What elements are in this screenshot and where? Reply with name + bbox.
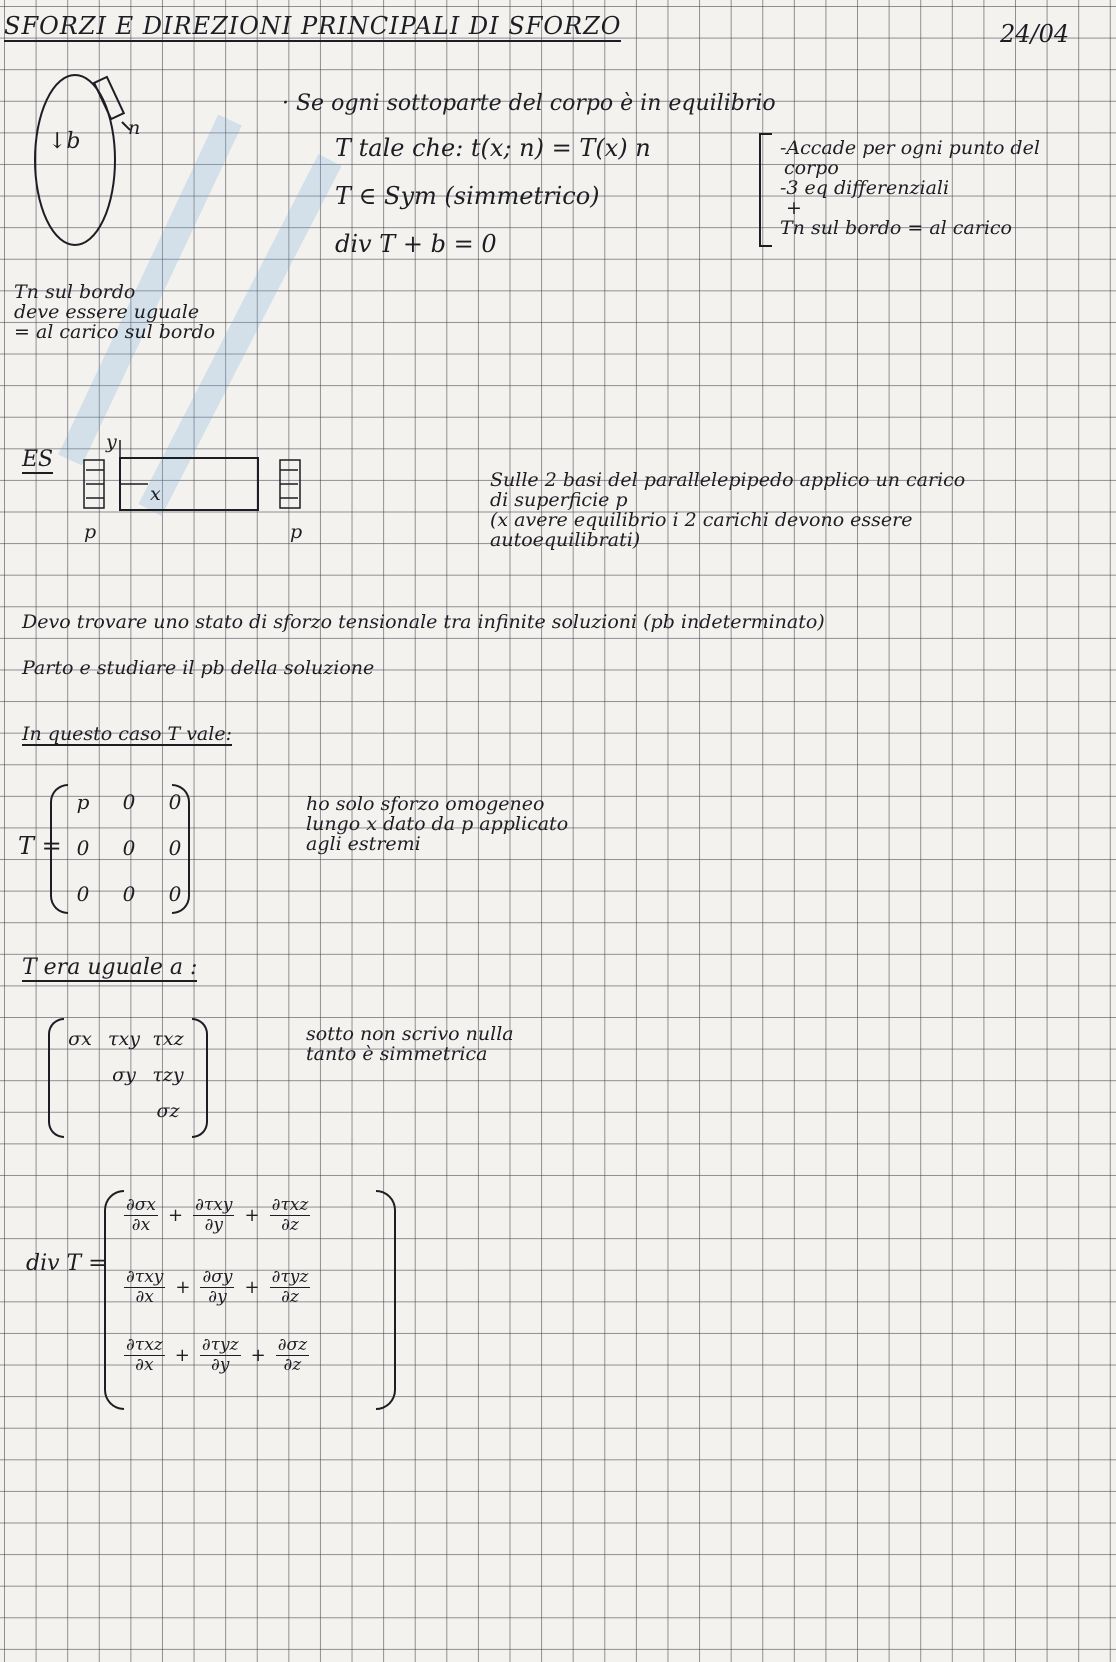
matrix-t-cell: p [76, 790, 90, 814]
divergence-term: $\frac{\text{∂τxy}}{\partial x}$ [126, 1267, 164, 1307]
matrix-t-cell: 0 [168, 882, 182, 906]
matrix-t-cell: 0 [168, 790, 182, 814]
divergence-term: $\frac{\text{∂τxy}}{\partial y}$ [195, 1195, 233, 1235]
equation-traction: T tale che: t(x; n) = T(x) n [335, 134, 651, 162]
tensor-cell: τxy [108, 1028, 140, 1050]
text-line-1: Devo trovare uno stato di sforzo tensionale tra infinite soluzioni (pb indeterminato) [22, 611, 825, 633]
matrix-t-note: ho solo sforzo omogeneo lungo x dato da p applicato agli estremi [306, 793, 569, 855]
divergence-right-paren [376, 1190, 396, 1410]
matrix-t-cell: 0 [76, 882, 90, 906]
body-sketch [30, 70, 150, 250]
parallelepiped-sketch [80, 440, 320, 530]
tensor-cell: σx [68, 1028, 92, 1050]
matrix-t [60, 790, 198, 906]
divergence-label: div T = [26, 1251, 107, 1276]
general-note: sotto non scrivo nulla tanto è simmetrica [306, 1023, 514, 1065]
divergence-term: $\frac{\partial\sigma y}{\partial y}$ [202, 1267, 233, 1307]
divergence-term: $\frac{\text{∂τxz}}{\partial z}$ [271, 1195, 309, 1235]
tensor-cell [102, 1100, 146, 1122]
load-label-right: p [290, 521, 303, 543]
divergence-row-1: $\frac{\partial\sigma x}{\partial x}$ + $\frac{\text{∂τxy}}{\partial y}$ + $\frac{\text{∂τxz}}{\partial z}$ [126, 1195, 309, 1235]
tensor-cell [58, 1100, 102, 1122]
y-axis-label: y [106, 431, 117, 453]
page-title: SFORZI E DIREZIONI PRINCIPALI DI SFORZO [4, 12, 622, 40]
equilibrium-notes: -Accade per ogni punto del corpo -3 eq differenziali + Tn sul bordo = al carico [780, 137, 1040, 239]
divergence-row-3: $\frac{\text{∂τxz}}{\partial x}$ + $\frac{\text{∂τyz}}{\partial y}$ + $\frac{\partial\sigma z}{\partial z}$ [126, 1335, 308, 1375]
boundary-note: Tn sul bordo deve essere uguale = al carico sul bordo [14, 281, 216, 343]
matrix-t-cell: 0 [122, 882, 136, 906]
tensor-cell [58, 1064, 102, 1086]
general-right-paren [192, 1018, 208, 1138]
general-intro: T era uguale a : [22, 955, 198, 980]
tensor-cell: σy [112, 1064, 136, 1086]
matrix-t-cell: 0 [168, 836, 182, 860]
normal-label: n [128, 117, 141, 139]
text-line-2: Parto e studiare il pb della soluzione [22, 657, 375, 679]
matrix-t-cell: 0 [122, 836, 136, 860]
divergence-left-paren [104, 1190, 124, 1410]
divergence-term: $\frac{\text{∂τyz}}{\partial y}$ [201, 1335, 239, 1375]
load-label-left: p [84, 521, 97, 543]
text-line-3: In questo caso T vale: [22, 723, 232, 745]
x-axis-label: x [150, 483, 161, 505]
example-label: ES [22, 447, 54, 472]
equation-divergence: div T + b = 0 [335, 230, 497, 258]
tensor-cell: σz [156, 1100, 180, 1122]
matrix-t-cell: 0 [122, 790, 136, 814]
example-description: Sulle 2 basi del parallelepipedo applico un carico di superficie p (x avere equilibrio i 2 carichi devono essere autoequilibrati) [490, 469, 966, 551]
tensor-cell: τzy [152, 1064, 184, 1086]
page-date: 24/04 [1000, 20, 1070, 48]
equilibrium-intro: · Se ogni sottoparte del corpo è in equilibrio [282, 91, 776, 116]
matrix-t-label: T = [18, 832, 62, 860]
notes-bracket [752, 132, 782, 252]
matrix-t-cell: 0 [76, 836, 90, 860]
divergence-term: $\frac{\text{∂τyz}}{\partial z}$ [271, 1267, 309, 1307]
body-force-label: ↓b [48, 129, 81, 154]
tensor-cell: τxz [152, 1028, 184, 1050]
divergence-term: $\frac{\partial\sigma z}{\partial z}$ [277, 1335, 308, 1375]
equation-symmetry: T ∈ Sym (simmetrico) [335, 182, 600, 210]
divergence-row-2: $\frac{\text{∂τxy}}{\partial x}$ + $\frac{\partial\sigma y}{\partial y}$ + $\frac{\text{∂τyz}}{\partial z}$ [126, 1267, 309, 1307]
divergence-term: $\frac{\text{∂τxz}}{\partial x}$ [126, 1335, 163, 1375]
divergence-term: $\frac{\partial\sigma x}{\partial x}$ [126, 1195, 156, 1235]
general-stress-tensor [58, 1028, 190, 1122]
